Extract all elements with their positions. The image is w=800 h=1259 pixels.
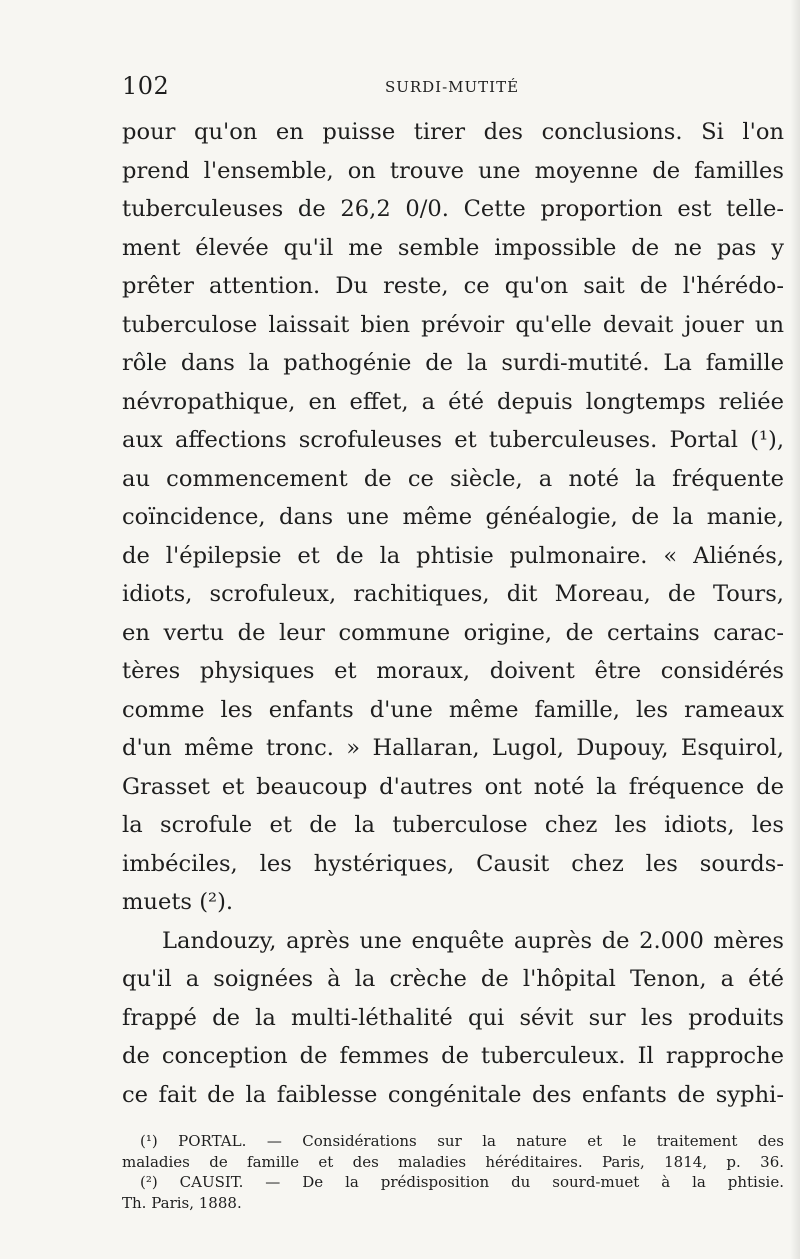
text-line: prend l'ensemble, on trouve une moyenne de familles xyxy=(122,157,784,184)
footnote-line: maladies de famille et des maladies héréditaires. Paris, 1814, p. 36. xyxy=(122,1152,784,1171)
running-title: SURDI-MUTITÉ xyxy=(384,78,520,96)
footnotes xyxy=(122,1131,784,1213)
body-text xyxy=(122,113,784,1114)
text-line: de l'épilepsie et de la phtisie pulmonaire. « Aliénés, xyxy=(122,542,784,569)
text-line: ment élevée qu'il me semble impossible de ne pas y xyxy=(122,234,784,261)
text-line: idiots, scrofuleux, rachitiques, dit Moreau, de Tours, xyxy=(122,581,784,607)
footnote-line: (²) CAUSIT. — De la prédisposition du sourd-muet à la phtisie. xyxy=(140,1173,784,1191)
text-line: tuberculose laissait bien prévoir qu'elle devait jouer un xyxy=(122,311,784,338)
text-line: tuberculeuses de 26,2 0/0. Cette proportion est telle- xyxy=(122,196,784,222)
text-line: la scrofule et de la tuberculose chez les idiots, les xyxy=(122,812,784,838)
footnote-line: Th. Paris, 1888. xyxy=(122,1193,242,1212)
text-line: Landouzy, après une enquête auprès de 2.000 mères xyxy=(162,927,784,954)
text-line: qu'il a soignées à la crèche de l'hôpital Tenon, a été xyxy=(122,966,784,992)
text-line: muets (²). xyxy=(122,889,234,915)
page-edge-shadow xyxy=(790,0,800,1259)
page-number: 102 xyxy=(122,72,170,100)
text-line: de conception de femmes de tuberculeux. Il rapproche xyxy=(122,1043,784,1069)
text-line: d'un même tronc. » Hallaran, Lugol, Dupouy, Esquirol, xyxy=(122,735,784,761)
text-line: aux affections scrofuleuses et tuberculeuses. Portal (¹), xyxy=(122,427,784,453)
text-line: rôle dans la pathogénie de la surdi-mutité. La famille xyxy=(122,350,784,376)
text-line: frappé de la multi-léthalité qui sévit sur les produits xyxy=(122,1004,784,1031)
text-line: en vertu de leur commune origine, de certains carac- xyxy=(122,619,784,646)
text-line: pour qu'on en puisse tirer des conclusions. Si l'on xyxy=(122,119,784,145)
text-line: coïncidence, dans une même généalogie, de la manie, xyxy=(122,504,784,530)
text-line: Grasset et beaucoup d'autres ont noté la fréquence de xyxy=(122,773,784,800)
page-header xyxy=(122,72,782,102)
text-line: imbéciles, les hystériques, Causit chez les sourds- xyxy=(122,850,784,877)
text-line: ce fait de la faiblesse congénitale des enfants de syphi- xyxy=(122,1081,784,1108)
footnote-line: (¹) PORTAL. — Considérations sur la nature et le traitement des xyxy=(140,1132,784,1150)
text-line: névropathique, en effet, a été depuis longtemps reliée xyxy=(122,388,784,415)
text-line: prêter attention. Du reste, ce qu'on sait de l'hérédo- xyxy=(122,273,784,299)
text-line: comme les enfants d'une même famille, les rameaux xyxy=(122,696,784,723)
text-line: tères physiques et moraux, doivent être considérés xyxy=(122,658,784,684)
text-line: au commencement de ce siècle, a noté la fréquente xyxy=(122,465,784,492)
